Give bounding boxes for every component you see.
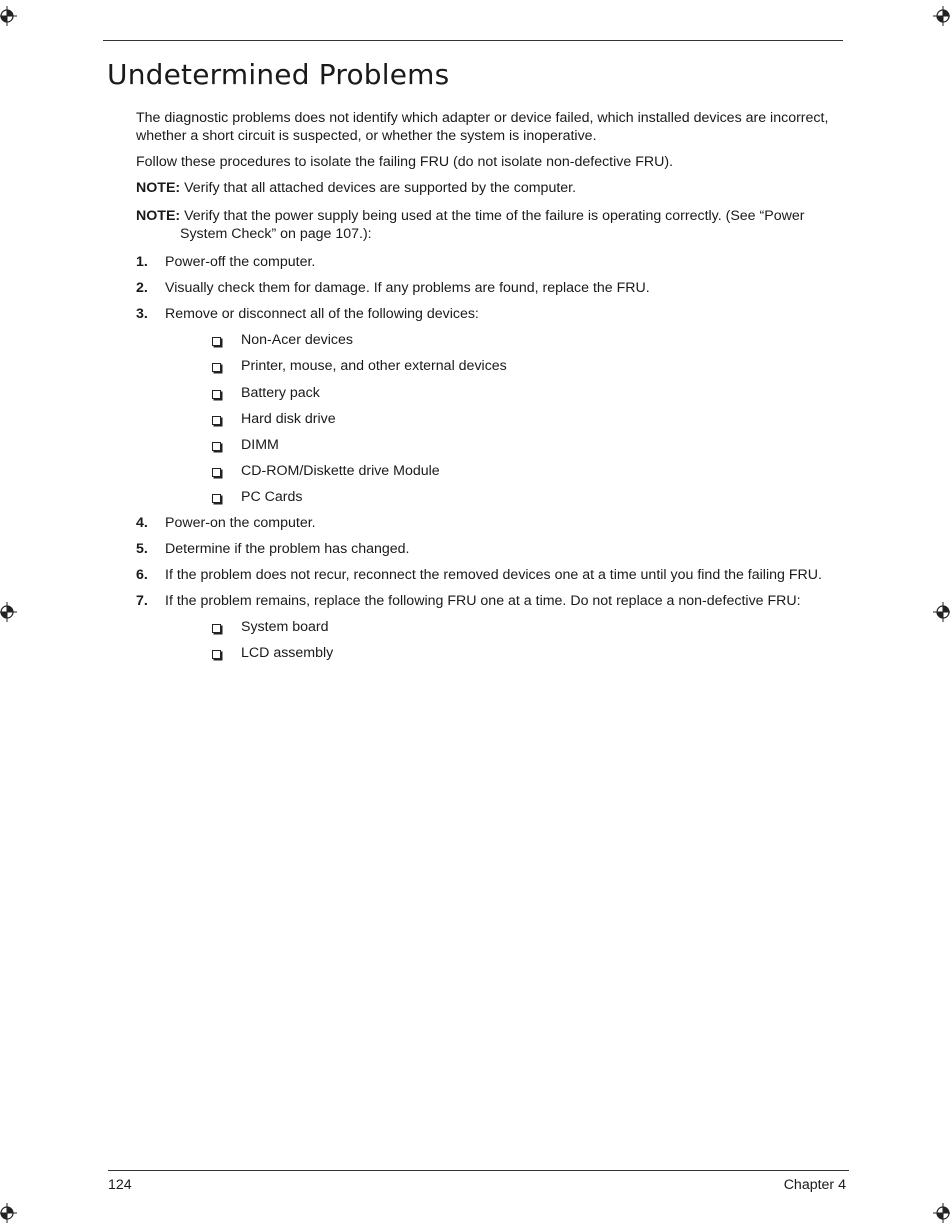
step-number: 2. bbox=[136, 280, 148, 296]
step-number: 4. bbox=[136, 515, 148, 531]
step-number: 1. bbox=[136, 254, 148, 270]
note-label: NOTE: bbox=[136, 180, 181, 196]
fru-name: System board bbox=[241, 619, 329, 635]
step-text: Power-on the computer. bbox=[165, 515, 316, 531]
registration-mark-icon bbox=[0, 602, 17, 622]
step-number: 6. bbox=[136, 567, 148, 583]
note-label: NOTE: bbox=[136, 208, 181, 224]
device-name: DIMM bbox=[241, 437, 279, 453]
fru-name: LCD assembly bbox=[241, 645, 334, 661]
step-text: Determine if the problem has changed. bbox=[165, 541, 410, 557]
step-text: If the problem remains, replace the following FRU one at a time. Do not replace a non-defective FRU: bbox=[165, 593, 801, 609]
checkbox-bullet-icon bbox=[212, 363, 221, 372]
checkbox-bullet-icon bbox=[212, 494, 221, 503]
device-name: CD-ROM/Diskette drive Module bbox=[241, 463, 440, 479]
registration-mark-icon bbox=[933, 6, 950, 26]
intro-paragraph: The diagnostic problems does not identify which adapter or device failed, which installed devices are incorrect, whether a short circuit is suspected, or whether the system is inoperative. bbox=[136, 110, 829, 144]
checkbox-bullet-icon bbox=[212, 337, 221, 346]
footer-rule bbox=[108, 1170, 849, 1171]
checkbox-bullet-icon bbox=[212, 390, 221, 399]
registration-mark-icon bbox=[0, 1203, 17, 1223]
device-name: Battery pack bbox=[241, 385, 320, 401]
step-number: 3. bbox=[136, 306, 148, 322]
note-attached-devices bbox=[136, 179, 848, 197]
page-title: Undetermined Problems bbox=[107, 58, 450, 91]
checkbox-bullet-icon bbox=[212, 442, 221, 451]
registration-mark-icon bbox=[0, 6, 17, 26]
checkbox-bullet-icon bbox=[212, 416, 221, 425]
checkbox-bullet-icon bbox=[212, 468, 221, 477]
device-name: Non-Acer devices bbox=[241, 332, 353, 348]
registration-mark-icon bbox=[933, 1203, 950, 1223]
step-text: Power-off the computer. bbox=[165, 254, 316, 270]
step-text: Remove or disconnect all of the following devices: bbox=[165, 306, 479, 322]
header-rule bbox=[103, 40, 843, 41]
device-name: Hard disk drive bbox=[241, 411, 336, 427]
device-name: Printer, mouse, and other external devices bbox=[241, 358, 507, 374]
step-number: 7. bbox=[136, 593, 148, 609]
step-number: 5. bbox=[136, 541, 148, 557]
note-text: Verify that all attached devices are supported by the computer. bbox=[180, 180, 577, 196]
registration-mark-icon bbox=[933, 602, 950, 622]
step-text: If the problem does not recur, reconnect the removed devices one at a time until you find the failing FRU. bbox=[165, 567, 822, 583]
checkbox-bullet-icon bbox=[212, 624, 221, 633]
note-text: Verify that the power supply being used at the time of the failure is operating correctly. (See “Power System Check” on page 107.): bbox=[180, 208, 805, 242]
checkbox-bullet-icon bbox=[212, 650, 221, 659]
device-name: PC Cards bbox=[241, 489, 303, 505]
chapter-label: Chapter 4 bbox=[783, 1177, 846, 1193]
page-number: 124 bbox=[108, 1177, 132, 1193]
procedure-paragraph: Follow these procedures to isolate the failing FRU (do not isolate non-defective FRU). bbox=[136, 154, 674, 170]
note-power-supply bbox=[136, 207, 848, 243]
step-text: Visually check them for damage. If any problems are found, replace the FRU. bbox=[165, 280, 650, 296]
